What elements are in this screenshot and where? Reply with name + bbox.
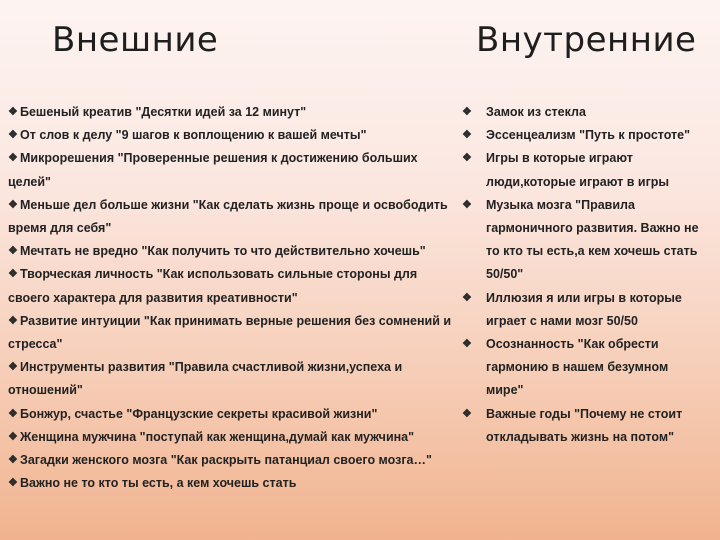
internal-book-item [462,403,714,449]
external-book-item-text: Женщина мужчина "поступай как женщина,думай как мужчина" [20,429,415,444]
external-book-item-text: Бонжур, счастье "Французские секреты красивой жизни" [20,406,378,421]
external-book-item-text: Инструменты развития "Правила счастливой жизни,успеха и [20,360,403,375]
diamond-bullet-icon: ❖ [8,129,18,142]
internal-book-item-text: Музыка мозга "Правила [486,197,635,212]
internal-book-item-text: гармонию в нашем безумном [486,360,669,375]
external-book-item [8,310,470,356]
diamond-bullet-icon: ❖ [8,152,18,165]
diamond-bullet-icon: ❖ [8,454,18,467]
external-book-item-text: Важно не то кто ты есть, а кем хочешь стать [20,476,297,491]
external-book-item-text: Меньше дел больше жизни "Как сделать жизнь проще и освободить [20,197,448,212]
external-book-item-text: Бешеный креатив "Десятки идей за 12 минут" [20,105,307,119]
diamond-bullet-icon: ❖ [462,407,472,420]
external-book-item-text: отношений" [8,383,83,398]
internal-book-item-text: откладывать жизнь на потом" [486,429,675,444]
external-book-item-text: От слов к делу "9 шагов к воплощению к вашей мечты" [20,128,367,143]
external-book-item [8,472,470,495]
diamond-bullet-icon: ❖ [462,152,472,165]
diamond-bullet-icon: ❖ [8,477,18,490]
external-book-item [8,194,470,240]
internal-book-item [462,333,714,403]
internal-book-item-text: мире" [486,383,524,398]
external-book-item-text: Развитие интуиции "Как принимать верные решения без сомнений и [20,313,452,328]
diamond-bullet-icon: ❖ [462,291,472,304]
external-book-item [8,240,470,263]
external-book-item [8,449,470,472]
external-book-item-text: своего характера для развития креативности" [8,290,298,305]
external-book-item [8,124,470,147]
internal-book-item-text: Эссенцеализм "Путь к простоте" [486,128,691,143]
internal-book-item [462,287,714,333]
external-book-item [8,356,470,402]
external-book-item [8,426,470,449]
right-column-heading: Внутренние [476,20,697,60]
diamond-bullet-icon: ❖ [8,361,18,374]
external-list [8,101,470,495]
external-book-item [8,403,470,426]
external-book-item-text: стресса" [8,337,63,352]
internal-book-item-text: Иллюзия я или игры в которые [486,290,682,305]
external-book-item-text: Загадки женского мозга "Как раскрыть патанциал своего мозга…" [20,453,432,468]
diamond-bullet-icon: ❖ [462,338,472,351]
internal-book-item [462,124,714,147]
diamond-bullet-icon: ❖ [462,106,472,118]
left-column-heading: Внешние [52,20,219,60]
internal-book-item-text: Важные годы "Почему не стоит [486,406,683,421]
internal-book-item [462,101,714,124]
external-book-item-text: Мечтать не вредно "Как получить то что действительно хочешь" [20,244,426,259]
internal-book-item-text: Замок из стекла [486,105,586,119]
internal-book-item-text: играет с нами мозг 50/50 [486,313,638,328]
external-book-item-text: целей" [8,174,51,189]
diamond-bullet-icon: ❖ [8,198,18,211]
external-book-item [8,147,470,193]
internal-book-item-text: Игры в которые играют [486,151,633,166]
external-book-item-text: время для себя" [8,221,112,236]
diamond-bullet-icon: ❖ [8,430,18,443]
internal-book-item-text: люди,которые играют в игры [486,174,670,189]
diamond-bullet-icon: ❖ [8,268,18,281]
diamond-bullet-icon: ❖ [8,245,18,258]
external-book-item-text: Микрорешения "Проверенные решения к достижению больших [20,151,418,166]
internal-book-item-text: 50/50" [486,267,524,282]
diamond-bullet-icon: ❖ [462,129,472,142]
diamond-bullet-icon: ❖ [8,314,18,327]
external-book-item [8,101,470,124]
internal-book-item [462,194,714,287]
diamond-bullet-icon: ❖ [8,407,18,420]
external-book-item-text: Творческая личность "Как использовать сильные стороны для [20,267,418,282]
internal-book-item [462,147,714,193]
external-book-item [8,263,470,309]
internal-book-item-text: гармоничного развития. Важно не [486,221,699,236]
diamond-bullet-icon: ❖ [462,198,472,211]
internal-book-item-text: то кто ты есть,а кем хочешь стать [486,244,698,259]
internal-book-item-text: Осознанность "Как обрести [486,337,659,352]
diamond-bullet-icon: ❖ [8,106,18,118]
internal-list [462,101,714,449]
